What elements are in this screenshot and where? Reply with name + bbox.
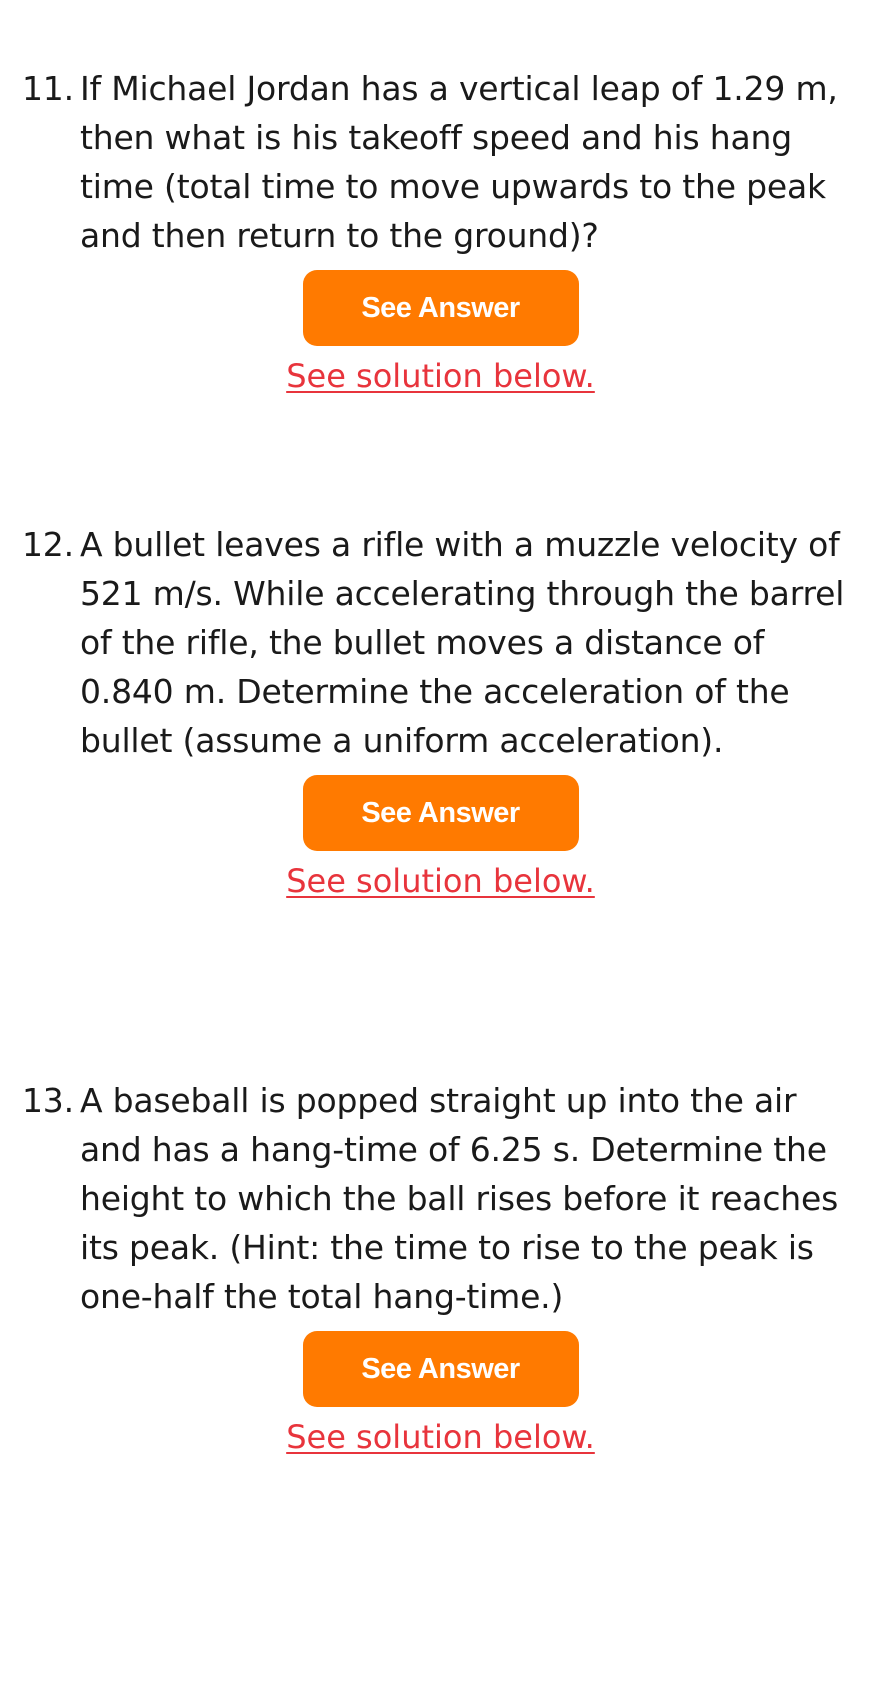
- question-body: A baseball is popped straight up into the air and has a hang-time of 6.25 s. Determine the height to which the ball rises before it reaches its peak. (Hint: the time to rise to the peak is one-half the total hang-time.): [80, 1081, 839, 1316]
- see-answer-button[interactable]: See Answer: [303, 775, 579, 851]
- see-solution-link[interactable]: See solution below.: [286, 357, 595, 395]
- question-text: [0, 520, 885, 765]
- question-number: 13.: [22, 1081, 74, 1120]
- question-12: [0, 520, 885, 903]
- question-text: [0, 1076, 885, 1321]
- question-text: [0, 64, 885, 260]
- question-number: 12.: [22, 525, 74, 564]
- question-number: 11.: [22, 69, 74, 108]
- see-answer-button[interactable]: See Answer: [303, 270, 579, 346]
- question-body: A bullet leaves a rifle with a muzzle velocity of 521 m/s. While accelerating through the barrel of the rifle, the bullet moves a distance of 0.840 m. Determine the acceleration of the bullet (assume a uniform acceleration).: [80, 525, 845, 760]
- see-answer-button[interactable]: See Answer: [303, 1331, 579, 1407]
- question-body: If Michael Jordan has a vertical leap of 1.29 m, then what is his takeoff speed and his hang time (total time to move upwards to the peak and then return to the ground)?: [80, 69, 838, 255]
- see-solution-link[interactable]: See solution below.: [286, 862, 595, 900]
- see-solution-link[interactable]: See solution below.: [286, 1418, 595, 1456]
- question-11: [0, 64, 885, 398]
- question-13: [0, 1076, 885, 1459]
